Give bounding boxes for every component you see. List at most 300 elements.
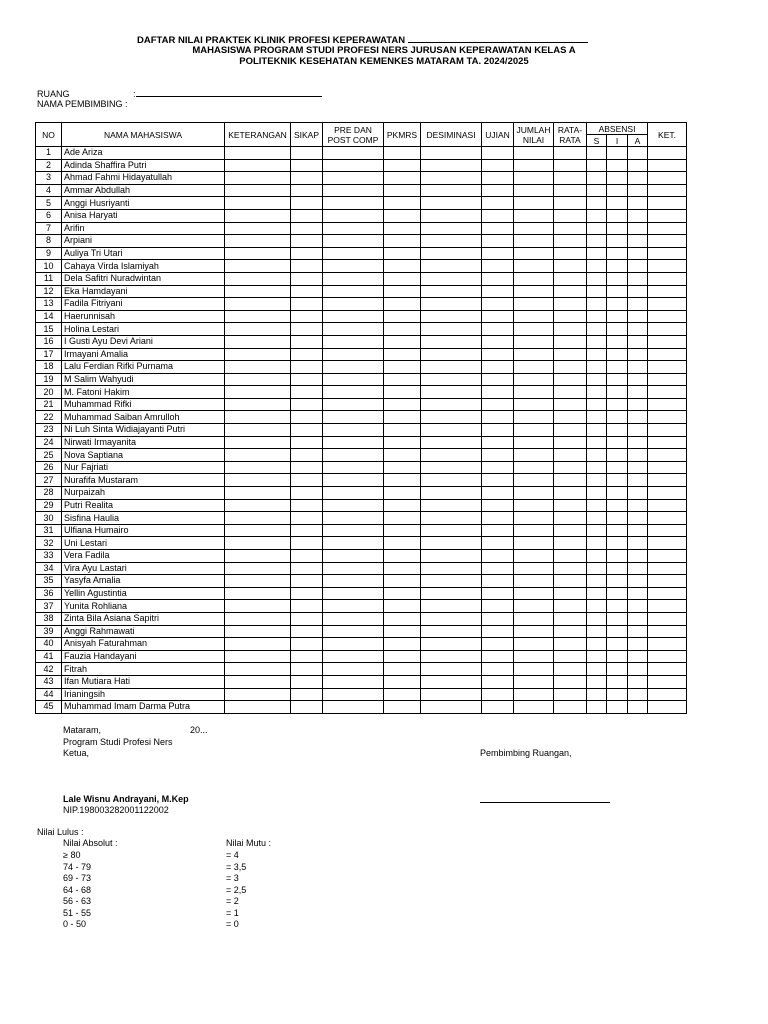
grade-cell[interactable] (587, 499, 607, 512)
grade-cell[interactable] (554, 323, 587, 336)
grade-cell[interactable] (514, 424, 554, 437)
grade-cell[interactable] (323, 398, 384, 411)
grade-cell[interactable] (291, 688, 323, 701)
grade-cell[interactable] (323, 701, 384, 714)
grade-cell[interactable] (514, 612, 554, 625)
grade-cell[interactable] (323, 474, 384, 487)
grade-cell[interactable] (554, 650, 587, 663)
grade-cell[interactable] (225, 625, 291, 638)
grade-cell[interactable] (607, 537, 628, 550)
grade-cell[interactable] (384, 197, 421, 210)
grade-cell[interactable] (421, 247, 482, 260)
grade-cell[interactable] (482, 474, 514, 487)
grade-cell[interactable] (554, 499, 587, 512)
grade-cell[interactable] (628, 235, 648, 248)
grade-cell[interactable] (514, 487, 554, 500)
grade-cell[interactable] (607, 512, 628, 525)
grade-cell[interactable] (384, 310, 421, 323)
grade-cell[interactable] (587, 537, 607, 550)
grade-cell[interactable] (607, 323, 628, 336)
grade-cell[interactable] (607, 474, 628, 487)
grade-cell[interactable] (648, 449, 687, 462)
grade-cell[interactable] (628, 688, 648, 701)
grade-cell[interactable] (648, 625, 687, 638)
grade-cell[interactable] (225, 675, 291, 688)
grade-cell[interactable] (648, 550, 687, 563)
grade-cell[interactable] (587, 612, 607, 625)
grade-cell[interactable] (648, 247, 687, 260)
grade-cell[interactable] (225, 209, 291, 222)
grade-cell[interactable] (225, 159, 291, 172)
grade-cell[interactable] (648, 600, 687, 613)
grade-cell[interactable] (607, 260, 628, 273)
grade-cell[interactable] (323, 625, 384, 638)
grade-cell[interactable] (648, 335, 687, 348)
grade-cell[interactable] (514, 184, 554, 197)
grade-cell[interactable] (323, 373, 384, 386)
grade-cell[interactable] (421, 323, 482, 336)
grade-cell[interactable] (587, 197, 607, 210)
grade-cell[interactable] (648, 310, 687, 323)
grade-cell[interactable] (421, 373, 482, 386)
grade-cell[interactable] (225, 323, 291, 336)
grade-cell[interactable] (323, 184, 384, 197)
grade-cell[interactable] (323, 348, 384, 361)
grade-cell[interactable] (225, 298, 291, 311)
grade-cell[interactable] (384, 587, 421, 600)
grade-cell[interactable] (628, 487, 648, 500)
grade-cell[interactable] (482, 373, 514, 386)
grade-cell[interactable] (421, 184, 482, 197)
grade-cell[interactable] (648, 184, 687, 197)
grade-cell[interactable] (628, 298, 648, 311)
grade-cell[interactable] (514, 499, 554, 512)
grade-cell[interactable] (384, 272, 421, 285)
grade-cell[interactable] (482, 424, 514, 437)
grade-cell[interactable] (384, 675, 421, 688)
grade-cell[interactable] (587, 361, 607, 374)
grade-cell[interactable] (587, 310, 607, 323)
grade-cell[interactable] (225, 512, 291, 525)
grade-cell[interactable] (648, 663, 687, 676)
grade-cell[interactable] (482, 386, 514, 399)
grade-cell[interactable] (587, 411, 607, 424)
grade-cell[interactable] (554, 512, 587, 525)
grade-cell[interactable] (225, 335, 291, 348)
grade-cell[interactable] (587, 675, 607, 688)
grade-cell[interactable] (607, 449, 628, 462)
grade-cell[interactable] (323, 550, 384, 563)
grade-cell[interactable] (628, 701, 648, 714)
grade-cell[interactable] (421, 562, 482, 575)
grade-cell[interactable] (421, 600, 482, 613)
grade-cell[interactable] (554, 260, 587, 273)
grade-cell[interactable] (628, 335, 648, 348)
grade-cell[interactable] (323, 499, 384, 512)
grade-cell[interactable] (384, 663, 421, 676)
grade-cell[interactable] (323, 587, 384, 600)
grade-cell[interactable] (225, 638, 291, 651)
grade-cell[interactable] (648, 235, 687, 248)
grade-cell[interactable] (323, 310, 384, 323)
grade-cell[interactable] (514, 550, 554, 563)
grade-cell[interactable] (587, 386, 607, 399)
grade-cell[interactable] (225, 663, 291, 676)
grade-cell[interactable] (628, 310, 648, 323)
grade-cell[interactable] (291, 524, 323, 537)
grade-cell[interactable] (291, 398, 323, 411)
grade-cell[interactable] (225, 310, 291, 323)
grade-cell[interactable] (587, 449, 607, 462)
grade-cell[interactable] (554, 587, 587, 600)
grade-cell[interactable] (421, 461, 482, 474)
grade-cell[interactable] (225, 235, 291, 248)
grade-cell[interactable] (323, 197, 384, 210)
grade-cell[interactable] (554, 701, 587, 714)
grade-cell[interactable] (514, 260, 554, 273)
grade-cell[interactable] (628, 537, 648, 550)
grade-cell[interactable] (384, 147, 421, 160)
grade-cell[interactable] (291, 159, 323, 172)
grade-cell[interactable] (628, 461, 648, 474)
grade-cell[interactable] (587, 272, 607, 285)
grade-cell[interactable] (514, 361, 554, 374)
grade-cell[interactable] (225, 688, 291, 701)
grade-cell[interactable] (628, 260, 648, 273)
grade-cell[interactable] (291, 499, 323, 512)
grade-cell[interactable] (607, 600, 628, 613)
grade-cell[interactable] (421, 524, 482, 537)
grade-cell[interactable] (554, 373, 587, 386)
grade-cell[interactable] (628, 147, 648, 160)
grade-cell[interactable] (482, 487, 514, 500)
grade-cell[interactable] (607, 424, 628, 437)
grade-cell[interactable] (514, 197, 554, 210)
grade-cell[interactable] (421, 398, 482, 411)
grade-cell[interactable] (482, 209, 514, 222)
grade-cell[interactable] (554, 386, 587, 399)
grade-cell[interactable] (384, 424, 421, 437)
grade-cell[interactable] (607, 411, 628, 424)
grade-cell[interactable] (291, 361, 323, 374)
grade-cell[interactable] (384, 222, 421, 235)
grade-cell[interactable] (607, 461, 628, 474)
grade-cell[interactable] (482, 550, 514, 563)
grade-cell[interactable] (384, 323, 421, 336)
grade-cell[interactable] (587, 587, 607, 600)
grade-cell[interactable] (607, 298, 628, 311)
grade-cell[interactable] (648, 612, 687, 625)
grade-cell[interactable] (482, 285, 514, 298)
grade-cell[interactable] (482, 335, 514, 348)
grade-cell[interactable] (648, 575, 687, 588)
grade-cell[interactable] (648, 411, 687, 424)
grade-cell[interactable] (607, 310, 628, 323)
grade-cell[interactable] (607, 159, 628, 172)
grade-cell[interactable] (225, 272, 291, 285)
grade-cell[interactable] (482, 612, 514, 625)
grade-cell[interactable] (554, 172, 587, 185)
grade-cell[interactable] (421, 688, 482, 701)
grade-cell[interactable] (607, 612, 628, 625)
grade-cell[interactable] (628, 575, 648, 588)
grade-cell[interactable] (554, 147, 587, 160)
grade-cell[interactable] (225, 449, 291, 462)
grade-cell[interactable] (648, 537, 687, 550)
grade-cell[interactable] (323, 675, 384, 688)
grade-cell[interactable] (291, 285, 323, 298)
grade-cell[interactable] (421, 147, 482, 160)
grade-cell[interactable] (648, 272, 687, 285)
grade-cell[interactable] (607, 272, 628, 285)
grade-cell[interactable] (648, 524, 687, 537)
grade-cell[interactable] (291, 272, 323, 285)
grade-cell[interactable] (587, 575, 607, 588)
grade-cell[interactable] (607, 348, 628, 361)
grade-cell[interactable] (607, 675, 628, 688)
grade-cell[interactable] (554, 209, 587, 222)
grade-cell[interactable] (628, 474, 648, 487)
grade-cell[interactable] (291, 424, 323, 437)
grade-cell[interactable] (628, 285, 648, 298)
grade-cell[interactable] (482, 260, 514, 273)
grade-cell[interactable] (384, 411, 421, 424)
grade-cell[interactable] (514, 436, 554, 449)
grade-cell[interactable] (421, 197, 482, 210)
grade-cell[interactable] (291, 663, 323, 676)
grade-cell[interactable] (421, 587, 482, 600)
grade-cell[interactable] (421, 701, 482, 714)
grade-cell[interactable] (648, 197, 687, 210)
grade-cell[interactable] (587, 235, 607, 248)
grade-cell[interactable] (628, 587, 648, 600)
grade-cell[interactable] (323, 512, 384, 525)
grade-cell[interactable] (291, 575, 323, 588)
grade-cell[interactable] (628, 625, 648, 638)
grade-cell[interactable] (554, 600, 587, 613)
grade-cell[interactable] (384, 701, 421, 714)
grade-cell[interactable] (482, 348, 514, 361)
grade-cell[interactable] (482, 688, 514, 701)
grade-cell[interactable] (482, 361, 514, 374)
grade-cell[interactable] (225, 147, 291, 160)
grade-cell[interactable] (587, 512, 607, 525)
grade-cell[interactable] (421, 222, 482, 235)
grade-cell[interactable] (225, 184, 291, 197)
grade-cell[interactable] (323, 172, 384, 185)
grade-cell[interactable] (225, 537, 291, 550)
grade-cell[interactable] (291, 461, 323, 474)
grade-cell[interactable] (323, 159, 384, 172)
grade-cell[interactable] (384, 638, 421, 651)
grade-cell[interactable] (587, 600, 607, 613)
grade-cell[interactable] (323, 335, 384, 348)
grade-cell[interactable] (607, 209, 628, 222)
grade-cell[interactable] (291, 600, 323, 613)
grade-cell[interactable] (291, 512, 323, 525)
grade-cell[interactable] (554, 298, 587, 311)
grade-cell[interactable] (291, 550, 323, 563)
grade-cell[interactable] (628, 209, 648, 222)
grade-cell[interactable] (587, 323, 607, 336)
grade-cell[interactable] (482, 587, 514, 600)
grade-cell[interactable] (225, 650, 291, 663)
grade-cell[interactable] (587, 335, 607, 348)
grade-cell[interactable] (648, 386, 687, 399)
grade-cell[interactable] (554, 398, 587, 411)
grade-cell[interactable] (323, 537, 384, 550)
grade-cell[interactable] (648, 487, 687, 500)
grade-cell[interactable] (482, 524, 514, 537)
grade-cell[interactable] (554, 675, 587, 688)
grade-cell[interactable] (225, 361, 291, 374)
grade-cell[interactable] (628, 675, 648, 688)
grade-cell[interactable] (554, 688, 587, 701)
grade-cell[interactable] (421, 310, 482, 323)
grade-cell[interactable] (554, 663, 587, 676)
grade-cell[interactable] (291, 335, 323, 348)
grade-cell[interactable] (628, 524, 648, 537)
grade-cell[interactable] (323, 688, 384, 701)
grade-cell[interactable] (225, 197, 291, 210)
grade-cell[interactable] (607, 550, 628, 563)
grade-cell[interactable] (587, 625, 607, 638)
grade-cell[interactable] (323, 247, 384, 260)
grade-cell[interactable] (648, 398, 687, 411)
grade-cell[interactable] (587, 638, 607, 651)
grade-cell[interactable] (514, 449, 554, 462)
grade-cell[interactable] (648, 172, 687, 185)
grade-cell[interactable] (384, 235, 421, 248)
grade-cell[interactable] (323, 575, 384, 588)
grade-cell[interactable] (607, 436, 628, 449)
grade-cell[interactable] (648, 688, 687, 701)
grade-cell[interactable] (482, 398, 514, 411)
grade-cell[interactable] (514, 675, 554, 688)
grade-cell[interactable] (587, 209, 607, 222)
grade-cell[interactable] (323, 612, 384, 625)
grade-cell[interactable] (514, 663, 554, 676)
grade-cell[interactable] (587, 172, 607, 185)
grade-cell[interactable] (421, 436, 482, 449)
grade-cell[interactable] (607, 524, 628, 537)
grade-cell[interactable] (648, 159, 687, 172)
grade-cell[interactable] (482, 147, 514, 160)
grade-cell[interactable] (628, 499, 648, 512)
grade-cell[interactable] (628, 612, 648, 625)
grade-cell[interactable] (514, 461, 554, 474)
grade-cell[interactable] (628, 222, 648, 235)
grade-cell[interactable] (482, 600, 514, 613)
grade-cell[interactable] (482, 159, 514, 172)
grade-cell[interactable] (225, 172, 291, 185)
grade-cell[interactable] (628, 562, 648, 575)
grade-cell[interactable] (607, 373, 628, 386)
grade-cell[interactable] (421, 487, 482, 500)
grade-cell[interactable] (384, 184, 421, 197)
grade-cell[interactable] (587, 436, 607, 449)
grade-cell[interactable] (384, 361, 421, 374)
grade-cell[interactable] (587, 487, 607, 500)
grade-cell[interactable] (607, 235, 628, 248)
grade-cell[interactable] (421, 512, 482, 525)
grade-cell[interactable] (607, 688, 628, 701)
grade-cell[interactable] (514, 600, 554, 613)
grade-cell[interactable] (291, 260, 323, 273)
grade-cell[interactable] (607, 398, 628, 411)
grade-cell[interactable] (482, 575, 514, 588)
grade-cell[interactable] (628, 600, 648, 613)
grade-cell[interactable] (323, 449, 384, 462)
grade-cell[interactable] (421, 424, 482, 437)
grade-cell[interactable] (291, 562, 323, 575)
grade-cell[interactable] (421, 209, 482, 222)
grade-cell[interactable] (225, 398, 291, 411)
grade-cell[interactable] (648, 650, 687, 663)
grade-cell[interactable] (421, 537, 482, 550)
grade-cell[interactable] (225, 436, 291, 449)
grade-cell[interactable] (648, 587, 687, 600)
grade-cell[interactable] (514, 348, 554, 361)
grade-cell[interactable] (482, 449, 514, 462)
grade-cell[interactable] (514, 474, 554, 487)
grade-cell[interactable] (291, 298, 323, 311)
grade-cell[interactable] (482, 650, 514, 663)
grade-cell[interactable] (291, 184, 323, 197)
grade-cell[interactable] (514, 386, 554, 399)
grade-cell[interactable] (421, 348, 482, 361)
grade-cell[interactable] (384, 335, 421, 348)
grade-cell[interactable] (648, 147, 687, 160)
grade-cell[interactable] (607, 638, 628, 651)
grade-cell[interactable] (323, 663, 384, 676)
grade-cell[interactable] (482, 461, 514, 474)
grade-cell[interactable] (421, 335, 482, 348)
grade-cell[interactable] (607, 575, 628, 588)
grade-cell[interactable] (384, 386, 421, 399)
grade-cell[interactable] (482, 247, 514, 260)
grade-cell[interactable] (554, 272, 587, 285)
grade-cell[interactable] (648, 298, 687, 311)
grade-cell[interactable] (421, 298, 482, 311)
grade-cell[interactable] (554, 335, 587, 348)
grade-cell[interactable] (607, 197, 628, 210)
grade-cell[interactable] (482, 197, 514, 210)
grade-cell[interactable] (648, 499, 687, 512)
grade-cell[interactable] (225, 461, 291, 474)
grade-cell[interactable] (323, 361, 384, 374)
grade-cell[interactable] (291, 222, 323, 235)
grade-cell[interactable] (554, 537, 587, 550)
grade-cell[interactable] (514, 310, 554, 323)
grade-cell[interactable] (607, 361, 628, 374)
grade-cell[interactable] (225, 373, 291, 386)
grade-cell[interactable] (421, 638, 482, 651)
grade-cell[interactable] (514, 638, 554, 651)
grade-cell[interactable] (225, 247, 291, 260)
grade-cell[interactable] (421, 575, 482, 588)
grade-cell[interactable] (628, 184, 648, 197)
grade-cell[interactable] (421, 449, 482, 462)
grade-cell[interactable] (514, 562, 554, 575)
grade-cell[interactable] (628, 424, 648, 437)
grade-cell[interactable] (514, 298, 554, 311)
grade-cell[interactable] (225, 562, 291, 575)
grade-cell[interactable] (648, 436, 687, 449)
grade-cell[interactable] (607, 663, 628, 676)
grade-cell[interactable] (514, 373, 554, 386)
grade-cell[interactable] (554, 487, 587, 500)
